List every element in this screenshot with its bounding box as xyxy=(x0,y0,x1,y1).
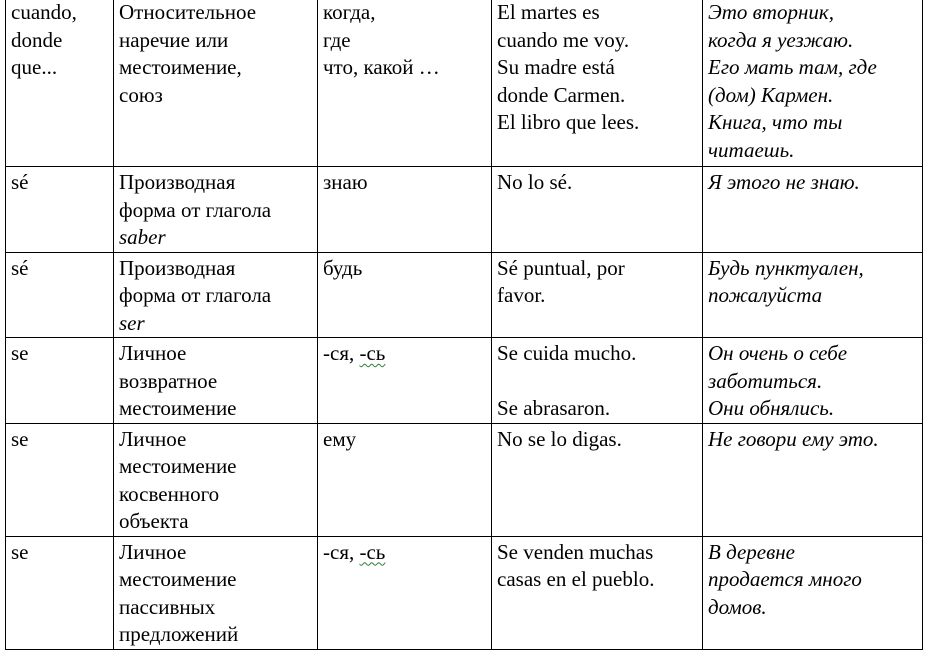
translation-cell: ему xyxy=(318,423,492,536)
table-row xyxy=(6,167,923,253)
word-cell: cuando, donde que... xyxy=(6,0,114,167)
spellcheck-underline: -сь xyxy=(359,539,386,564)
translation-cell: когда, где что, какой … xyxy=(318,0,492,167)
word-cell: sé xyxy=(6,167,114,253)
description-cell: Производная форма от глагола saber xyxy=(114,167,318,253)
table-row xyxy=(6,338,923,424)
description-cell: Личное местоимение пассивных предложений xyxy=(114,536,318,649)
description-cell: Производная форма от глагола ser xyxy=(114,252,318,338)
example-translation-cell: Я этого не знаю. xyxy=(703,167,923,253)
table-row xyxy=(6,0,923,167)
example-translation-cell: Не говори ему это. xyxy=(703,423,923,536)
table-row xyxy=(6,536,923,649)
example-cell: No se lo digas. xyxy=(492,423,703,536)
example-translation-cell: Будь пунктуален, пожалуйста xyxy=(703,252,923,338)
description-cell: Личное местоимение косвенного объекта xyxy=(114,423,318,536)
example-translation-cell: В деревне продается много домов. xyxy=(703,536,923,649)
example-cell: El martes es cuando me voy. Su madre está donde Carmen. El libro que lees. xyxy=(492,0,703,167)
description-cell: Относительное наречие или местоимение, союз xyxy=(114,0,318,167)
word-cell: se xyxy=(6,423,114,536)
example-cell: Sé puntual, por favor. xyxy=(492,252,703,338)
translation-cell: будь xyxy=(318,252,492,338)
translation-cell: -ся, -сь xyxy=(318,338,492,424)
translation-cell: знаю xyxy=(318,167,492,253)
word-cell: sé xyxy=(6,252,114,338)
example-translation-cell: Это вторник, когда я уезжаю. Его мать там, где (дом) Кармен. Книга, что ты читаешь. xyxy=(703,0,923,167)
word-cell: se xyxy=(6,338,114,424)
vocabulary-table xyxy=(5,0,923,650)
word-cell: se xyxy=(6,536,114,649)
example-translation-cell: Он очень о себе заботиться. Они обнялись. xyxy=(703,338,923,424)
example-cell: Se venden muchas casas en el pueblo. xyxy=(492,536,703,649)
table-row xyxy=(6,252,923,338)
spellcheck-underline: -сь xyxy=(359,341,386,365)
example-cell: No lo sé. xyxy=(492,167,703,253)
translation-cell: -ся, -сь xyxy=(318,536,492,649)
description-cell: Личное возвратное местоимение xyxy=(114,338,318,424)
table-row xyxy=(6,423,923,536)
example-cell: Se cuida mucho. Se abrasaron. xyxy=(492,338,703,424)
